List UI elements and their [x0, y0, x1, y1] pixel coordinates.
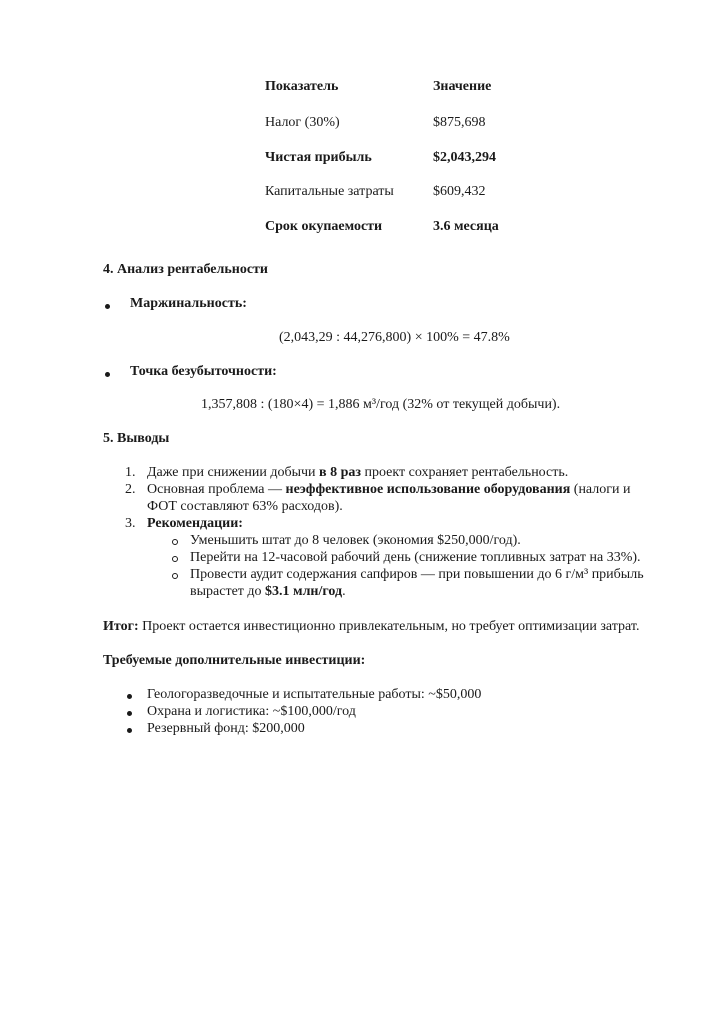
- circle-bullet-icon: [172, 573, 178, 579]
- circle-bullet-icon: [172, 556, 178, 562]
- breakeven-formula: 1,357,808 : (180×4) = 1,886 м³/год (32% от текущей добычи).: [201, 397, 561, 412]
- list-number: 1.: [125, 465, 136, 480]
- list-item: Даже при снижении добычи в 8 раз проект сохраняет рентабельность.: [147, 465, 569, 480]
- list-item: Рекомендации:: [147, 516, 243, 531]
- sub-list-item: Перейти на 12-часовой рабочий день (снижение топливных затрат на 33%).: [190, 550, 641, 565]
- bullet-icon: [127, 694, 132, 699]
- list-item: Основная проблема — неэффективное использование оборудования (налоги и: [147, 482, 631, 497]
- sub-list-item: Уменьшить штат до 8 человек (экономия $250,000/год).: [190, 533, 521, 548]
- table-row-value: $875,698: [433, 115, 486, 130]
- table-row-value: 3.6 месяца: [433, 219, 499, 234]
- bullet-icon: [127, 711, 132, 716]
- table-row-label: Налог (30%): [265, 115, 340, 130]
- bullet-icon: [127, 728, 132, 733]
- margin-formula: (2,043,29 : 44,276,800) × 100% = 47.8%: [279, 330, 510, 345]
- list-item: Геологоразведочные и испытательные работы: ~$50,000: [147, 687, 482, 702]
- table-row-label: Срок окупаемости: [265, 219, 383, 234]
- table-header-label: Показатель: [265, 79, 339, 94]
- bullet-icon: [105, 372, 110, 377]
- table-row-value: $609,432: [433, 184, 486, 199]
- circle-bullet-icon: [172, 539, 178, 545]
- section-4-heading: 4. Анализ рентабельности: [103, 262, 268, 277]
- list-number: 3.: [125, 516, 136, 531]
- list-number: 2.: [125, 482, 136, 497]
- table-header-value: Значение: [433, 79, 492, 94]
- sub-list-item-continuation: вырастет до $3.1 млн/год.: [190, 584, 346, 599]
- investments-heading: Требуемые дополнительные инвестиции:: [103, 653, 366, 668]
- margin-label: Маржинальность:: [130, 296, 247, 311]
- section-5-heading: 5. Выводы: [103, 431, 170, 446]
- list-item: Охрана и логистика: ~$100,000/год: [147, 704, 356, 719]
- list-item: Резервный фонд: $200,000: [147, 721, 305, 736]
- sub-list-item: Провести аудит содержания сапфиров — при повышении до 6 г/м³ прибыль: [190, 567, 644, 582]
- list-item-continuation: ФОТ составляют 63% расходов).: [147, 499, 343, 514]
- summary-paragraph: Итог: Проект остается инвестиционно привлекательным, но требует оптимизации затрат.: [103, 619, 640, 634]
- table-row-value: $2,043,294: [433, 150, 496, 165]
- breakeven-label: Точка безубыточности:: [130, 364, 277, 379]
- bullet-icon: [105, 304, 110, 309]
- table-row-label: Чистая прибыль: [265, 150, 372, 165]
- table-row-label: Капитальные затраты: [265, 184, 394, 199]
